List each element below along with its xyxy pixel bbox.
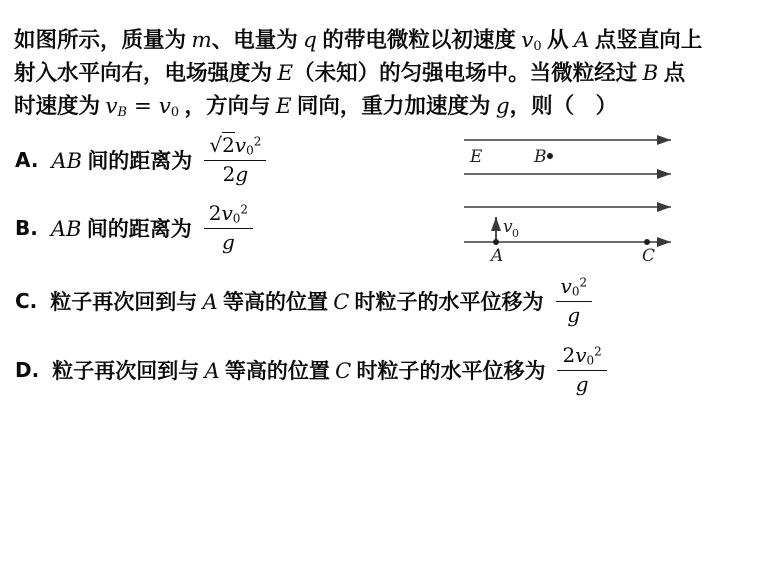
label-v0-subscript: 0 (512, 227, 519, 240)
text-segment: v (575, 343, 587, 368)
fraction-bar (204, 160, 266, 161)
label-a: A (491, 246, 504, 266)
text-segment: v (560, 274, 572, 299)
text-segment: 2 (208, 201, 222, 226)
text-segment: E (275, 94, 292, 119)
option-c-fraction (556, 274, 593, 328)
option-b-text (51, 213, 192, 243)
text-segment: 2 (562, 343, 576, 368)
text-segment: C (333, 290, 350, 314)
option-c-label: C. (15, 289, 38, 313)
fraction-bar (204, 228, 253, 229)
text-segment: g (235, 161, 249, 186)
text-segment: g (221, 229, 235, 254)
text-segment: g (575, 371, 589, 396)
option-c (15, 266, 592, 336)
text-segment: 0 (533, 38, 542, 54)
fraction-numerator (204, 133, 266, 158)
text-segment: v (158, 94, 171, 119)
text-segment: 0 (571, 284, 580, 299)
text-segment: 粒子再次回到与 (50, 290, 203, 314)
text-segment: 间的距离为 (82, 149, 193, 173)
text-segment: A (573, 28, 590, 53)
problem-line-1 (14, 23, 702, 54)
text-segment: 从 (541, 28, 574, 52)
text-segment: 0 (170, 104, 180, 120)
text-segment: 、电量为 (211, 28, 304, 52)
text-segment: ，则（ ） (509, 94, 618, 118)
text-segment: 点 (658, 61, 686, 85)
fraction-bar (557, 370, 606, 371)
text-segment: （未知）的匀强电场中。当微粒经过 (293, 61, 643, 85)
text-segment: 如图所示，质量为 (14, 28, 192, 52)
text-segment: 2 (240, 202, 249, 217)
text-segment: E (277, 61, 294, 86)
text-segment: 0 (586, 353, 595, 368)
point-c-dot (644, 239, 650, 245)
text-segment: 粒子再次回到与 (52, 359, 205, 383)
option-a-text (51, 145, 192, 175)
option-a-label: A. (15, 148, 39, 172)
text-segment: 时粒子的水平位移为 (349, 290, 544, 314)
text-segment: v (105, 94, 118, 119)
text-segment: q (303, 28, 317, 53)
text-segment: B (642, 61, 659, 86)
text-segment: 间的距离为 (81, 217, 192, 241)
text-segment: 射入水平向右，电场强度为 (14, 61, 278, 85)
option-b-fraction (204, 201, 253, 255)
text-segment: 2 (222, 161, 236, 186)
option-b (15, 193, 253, 263)
text-segment: g (495, 94, 510, 119)
text-segment: 0 (246, 143, 254, 158)
fraction-numerator (557, 343, 606, 368)
text-segment: 同向，重力加速度为 (291, 94, 496, 118)
text-segment: v (234, 133, 247, 158)
text-segment: 2 (222, 133, 235, 158)
field-diagram (458, 128, 688, 268)
fraction-denominator (562, 303, 585, 328)
option-d-text (52, 355, 545, 385)
text-segment: 等高的位置 (217, 290, 334, 314)
problem-line-2 (14, 56, 685, 87)
text-segment: A (202, 290, 218, 314)
fraction-numerator (204, 201, 253, 226)
text-segment: v (521, 28, 534, 53)
text-segment: = (127, 94, 159, 119)
text-segment: √ (209, 133, 223, 158)
fraction-denominator (571, 372, 594, 397)
fraction-denominator (217, 230, 240, 255)
label-v0: v (503, 217, 513, 237)
text-segment: v (221, 201, 233, 226)
text-segment: 点竖直向上 (589, 28, 703, 52)
label-c: C (642, 246, 656, 266)
option-a (15, 125, 266, 195)
option-d-label: D. (15, 358, 40, 382)
text-segment: C (335, 359, 352, 383)
fraction-numerator (556, 274, 593, 299)
text-segment: 时速度为 (14, 94, 106, 118)
text-segment: 2 (594, 344, 602, 359)
option-b-label: B. (15, 216, 38, 240)
text-segment: 时粒子的水平位移为 (351, 359, 546, 383)
text-segment: AB (51, 149, 83, 173)
point-a-dot (493, 239, 499, 245)
text-segment: A (204, 359, 220, 383)
text-segment: g (567, 302, 581, 327)
text-segment: ，方向与 (179, 94, 276, 118)
label-b: B (534, 147, 547, 167)
text-segment: 0 (232, 211, 241, 226)
option-a-fraction (204, 133, 266, 187)
text-segment: 的带电微粒以初速度 (316, 28, 522, 52)
text-segment: AB (50, 217, 82, 241)
option-d-fraction (557, 343, 606, 397)
fraction-bar (556, 301, 593, 302)
fraction-denominator (218, 162, 254, 187)
text-segment: 等高的位置 (219, 359, 336, 383)
option-d (15, 335, 607, 405)
text-segment: 2 (253, 134, 262, 149)
text-segment: m (191, 28, 212, 53)
label-e: E (470, 147, 483, 167)
text-segment: 2 (579, 275, 588, 290)
problem-line-3 (14, 89, 617, 120)
option-c-text (50, 286, 543, 316)
text-segment: B (117, 104, 128, 120)
point-b-dot (547, 153, 553, 159)
